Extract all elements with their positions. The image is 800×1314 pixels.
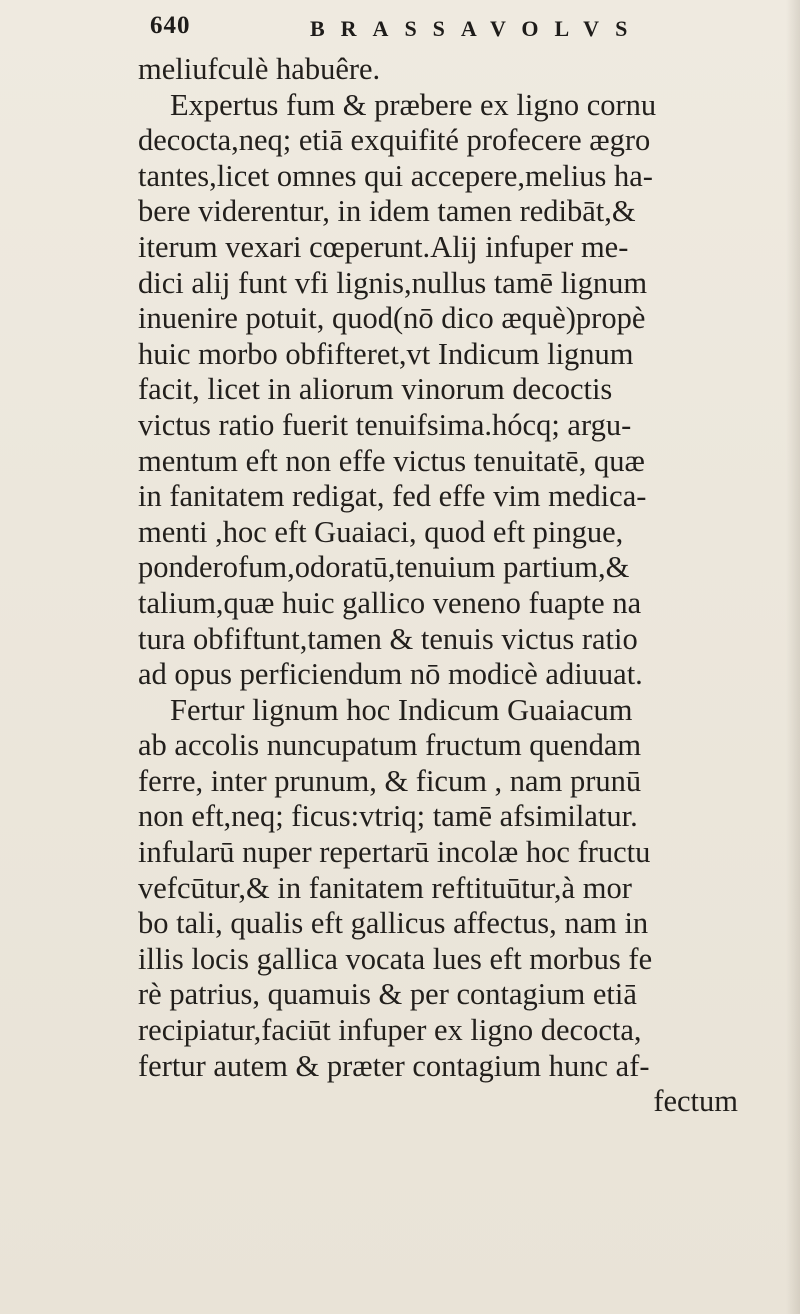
text-line: bere viderentur, in idem tamen redibāt,& bbox=[138, 194, 636, 229]
text-line: recipiatur,faciūt infuper ex ligno decocta, bbox=[138, 1013, 642, 1048]
text-line: illis locis gallica vocata lues eft morbus fe bbox=[138, 941, 653, 976]
text-line: decocta,neq; etiā exquifité profecere ægro bbox=[138, 123, 651, 158]
text-line: ferre, inter prunum, & ficum , nam prunū bbox=[138, 763, 642, 798]
text-line: talium,quæ huic gallico veneno fuapte na bbox=[138, 585, 642, 620]
text-line: ponderofum,odoratū,tenuium partium,& bbox=[138, 550, 630, 585]
text-line: non eft,neq; ficus:vtriq; tamē afsimilatur. bbox=[138, 799, 638, 834]
running-head: BRASSAVOLVS bbox=[310, 16, 644, 41]
page-number: 640 bbox=[150, 12, 191, 39]
text-line: fertur autem & præter contagium hunc af- bbox=[138, 1048, 650, 1083]
text-line: iterum vexari cœperunt.Alij infuper me- bbox=[138, 229, 629, 264]
text-line: bo tali, qualis eft gallicus affectus, nam in bbox=[138, 906, 649, 941]
text-line: inuenire potuit, quod(nō dico æquè)propè bbox=[138, 301, 646, 336]
text-line: menti ,hoc eft Guaiaci, quod eft pingue, bbox=[138, 514, 624, 549]
text-line: huic morbo obfifteret,vt Indicum lignum bbox=[138, 336, 634, 371]
text-line: dici alij funt vfi lignis,nullus tamē lignum bbox=[138, 265, 648, 300]
text-line: rè patrius, quamuis & per contagium etiā bbox=[138, 977, 637, 1012]
text-line: tantes,licet omnes qui accepere,melius ha- bbox=[138, 158, 653, 193]
text-line: vefcūtur,& in fanitatem reftituūtur,à mor bbox=[138, 870, 632, 905]
text-line: meliufculè habuêre. bbox=[138, 52, 381, 86]
text-line: infularū nuper repertarū incolæ hoc fructu bbox=[138, 835, 651, 870]
text-line: tura obfiftunt,tamen & tenuis victus ratio bbox=[138, 621, 638, 656]
text-line: in fanitatem redigat, fed effe vim medica- bbox=[138, 479, 647, 514]
text-line: Expertus fum & præbere ex ligno cornu bbox=[170, 87, 657, 122]
page-edge-shadow bbox=[786, 0, 800, 1314]
text-line: ad opus perficiendum nō modicè adiuuat. bbox=[138, 657, 643, 692]
text-line: ab accolis nuncupatum fructum quendam bbox=[138, 728, 642, 763]
text-line: victus ratio fuerit tenuifsima.hócq; argu- bbox=[138, 407, 632, 442]
text-line: Fertur lignum hoc Indicum Guaiacum bbox=[170, 692, 633, 727]
page-header bbox=[150, 10, 710, 46]
text-line: mentum eft non effe victus tenuitatē, quæ bbox=[138, 443, 645, 478]
catchword: fectum bbox=[653, 1084, 738, 1119]
text-line: facit, licet in aliorum vinorum decoctis bbox=[138, 372, 613, 407]
text-block bbox=[138, 52, 778, 1120]
